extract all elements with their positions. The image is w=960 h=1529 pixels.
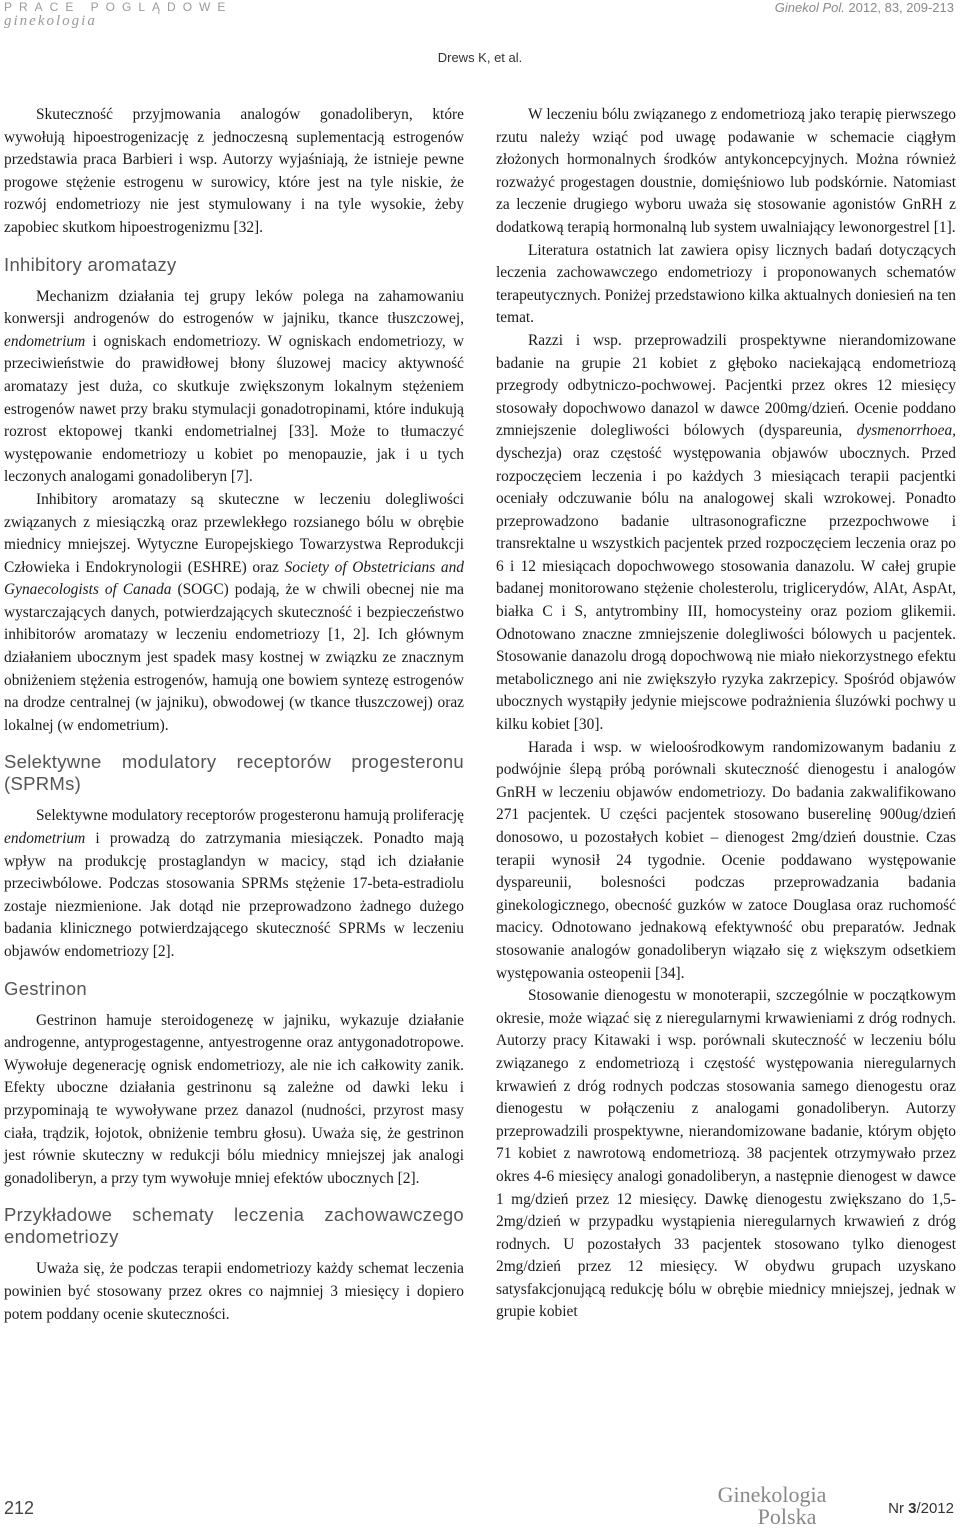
- paragraph: Selektywne modulatory receptorów progesteronu hamują proliferację endometrium i prowadzą do zatrzymania miesiączek. Ponadto mają wpływ na produkcję prostaglandyn w macicy, stąd ich działanie przeciwbólowe. Podczas stosowania SPRMs stężenie 17-beta-estradiolu zostaje niezmienione. Jak dotąd nie przeprowadzono żadnego dużego badania klinicznego potwierdzającego skuteczność SPRMs w leczeniu objawów endometriozy [2].: [4, 807, 464, 960]
- paragraph: Gestrinon hamuje steroidogenezę w jajniku, wykazuje działanie androgenne, antyprogestagenne, antyestrogenne oraz antygonadotropowe. Wywołuje degenerację ognisk endometriozy, ale nie ich całkowity zanik. Efekty uboczne działania gestrinonu są zależne od dawki leku i przypominają te wywoływane przez danazol (nudności, przyrost masy ciała, trądzik, łojotok, obniżenie tembru głosu). Uważa się, że gestrinon jest równie skuteczny w redukcji bólu miednicy mniejszej jak analogi gonadoliberyn, a przy tym wywołuje mniej efektów ubocznych [2].: [4, 1011, 464, 1187]
- left-column: [4, 104, 464, 1326]
- paragraph: W leczeniu bólu związanego z endometriozą jako terapię pierwszego rzutu należy wziąć pod uwagę podawanie w schemacie ciągłym złożonych hormonalnych środków antykoncepcyjnych. Można również rozważyć progestagen doustnie, domięśniowo lub podskórnie. Natomiast za leczenie drugiego wyboru uważa się stosowanie agonistów GnRH z dodatkową terapią hormonalną lub system uwalniający lewonorgestrel [1].: [496, 106, 956, 236]
- section-label: PRACE POGLĄDOWE: [4, 0, 233, 14]
- paragraph: Razzi i wsp. przeprowadzili prospektywne nierandomizowane badanie na grupie 21 kobiet z głęboko naciekającą endometriozą przegrody odbytniczo-pochwowej. Pacjentki przez okres 12 miesięcy stosowały dopochwowo danazol w dawce 200mg/dzień. Ocenie poddano zmniejszenie dolegliwości bólowych (dyspareunia, dysmenorrhoea, dyschezja) oraz częstość występowania objawów ubocznych. Przed rozpoczęciem leczenia i po każdych 3 miesiącach terapii pacjentki oceniały odczuwanie bólu na analogowej skali wzrokowej. Ponadto przeprowadzono badanie ultrasonograficzne przezpochwowe i transrektalne u wszystkich pacjentek przed rozpoczęciem leczenia oraz po 6 i 12 miesiącach dopochwowego stosowania danazolu. W całej grupie badanej monitorowano stężenie cholesterolu, triglicerydów, AlAt, AspAt, białka C i S, antytrombiny III, homocysteiny oraz poziom glikemii. Odnotowano znaczne zmniejszenie dolegliwości bólowych u pacjentek. Stosowanie danazolu drogą dopochwową nie miało niekorzystnego efektu metabolicznego ani nie zwiększyło ryzyka zakrzepicy. Spośród objawów ubocznych wystąpiły jedynie miejscowe podrażnienia śluzówki pochwy u kilku kobiet [30].: [496, 331, 956, 734]
- journal-logo: [712, 1484, 832, 1528]
- section-heading-gestrinon: Gestrinon: [4, 977, 87, 999]
- logo-line2: Polska: [757, 1504, 817, 1529]
- page-number: 212: [4, 1498, 35, 1518]
- paragraph: Skuteczność przyjmowania analogów gonadoliberyn, które wywołują hipoestrogenizację z jednoczesną suplementacją estrogenów przedstawia praca Barbieri i wsp. Autorzy wyjaśniają, że istnieje pewne progowe stężenie estrogenu w surowicy, które jest na tyle niskie, że rozwój endometriozy nie jest stymulowany i na tyle wysokie, żeby zapobiec skutkom hipoestrogenizmu [32].: [4, 106, 464, 236]
- issue-number: Nr 3/2012: [888, 1500, 954, 1517]
- paragraph: Mechanizm działania tej grupy leków polega na zahamowaniu konwersji androgenów do estrogenów w jajniku, tkance tłuszczowej, endometrium i ogniskach endometriozy. W ogniskach endometriozy, w przeciwieństwie do prawidłowej błony śluzowej macicy aktywność aromatazy jest duża, co skutkuje zwiększonym lokalnym stężeniem estrogenów nawet przy braku stymulacji gonadotropinami, które indukują rozrost ektopowej tkanki endometrialnej [33]. Może to tłumaczyć występowanie endometriozy u kobiet po menopauzie, jak i u tych leczonych analogami gonadoliberyn [7].: [4, 287, 464, 486]
- citation-volume: 2012, 83, 209-213: [844, 0, 954, 15]
- paragraph: Harada i wsp. w wieloośrodkowym randomizowanym badaniu z podwójnie ślepą próbą porównali skuteczność dienogestu i analogów GnRH w leczeniu objawów endometriozy. Do badania zakwalifikowano 271 pacjentek. U części pacjentek stosowano buserelinę 900ug/dzień donosowo, u pozostałych kobiet – dienogest 2mg/dzień doustnie. Czas terapii wynosił 24 tygodnie. Ocenie poddawano występowanie dyspareunii, bolesności podczas przeprowadzania badania ginekologicznego, obecność guzków w zatoce Douglasa oraz ruchomość macicy. Odnotowano jednakową efektywność obu preparatów. Jednak stosowanie analogów gonadoliberyn wiązało się z większym odsetkiem występowania osteopenii [34].: [496, 738, 956, 982]
- section-heading-aromatase: Inhibitory aromatazy: [4, 253, 177, 275]
- right-column: [496, 104, 956, 1324]
- paragraph: Stosowanie dienogestu w monoterapii, szczególnie w początkowym okresie, może wiązać się z nieregularnymi krwawieniami z dróg rodnych. Autorzy pracy Kitawaki i wsp. porównali skuteczność w leczeniu bólu związanego z endometriozą i częstość występowania nieregularnych krwawień z dróg rodnych podczas stosowania samego dienogestu oraz dienogestu w połączeniu z analogami gonadoliberyn. Autorzy przeprowadzili prospektywne, nierandomizowane badanie, którym objęto 71 kobiet z nawrotową endometriozą. 38 pacjentek otrzymywało przez okres 4-6 miesięcy analogi gonadoliberyn, a następnie dienogest w dawce 1 mg/dzień przez 12 miesięcy. Dawkę dienogestu zwiększano do 1,5-2mg/dzień w przypadku wystąpienia nieregularnych krwawień z dróg rodnych. U pozostałych 33 pacjentek stosowano tylko dienogest 2mg/dzień przez 12 miesięcy. W obydwu grupach uzyskano satysfakcjonującą redukcję bólu w obrębie miednicy mniejszej, jednak w grupie kobiet: [496, 987, 956, 1321]
- paragraph: Literatura ostatnich lat zawiera opisy licznych badań dotyczących leczenia zachowawczego endometriozy i proponowanych schematów terapeutycznych. Poniżej przedstawiono kilka aktualnych doniesień na ten temat.: [496, 241, 956, 327]
- paragraph: Uważa się, że podczas terapii endometriozy każdy schemat leczenia powinien być stosowany przez okres co najmniej 3 miesięcy i dopiero potem poddany ocenie skuteczności.: [4, 1260, 464, 1323]
- section-heading-sprm: Selektywne modulatory receptorów progesteronu (SPRMs): [4, 751, 464, 795]
- section-heading-schemes: Przykładowe schematy leczenia zachowawczego endometriozy: [4, 1204, 464, 1248]
- citation: [775, 0, 954, 15]
- journal-name: ginekologia: [4, 13, 97, 29]
- logo-line1: Ginekologia: [717, 1482, 827, 1507]
- running-authors: Drews K, et al.: [437, 50, 523, 65]
- citation-journal: Ginekol Pol.: [774, 0, 845, 15]
- paragraph: Inhibitory aromatazy są skuteczne w leczeniu dolegliwości związanych z miesiączką oraz przewlekłego rozsianego bólu w obrębie miednicy mniejszej. Wytyczne Europejskiego Towarzystwa Reprodukcji Człowieka i Endokrynologii (ESHRE) oraz Society of Obstetricians and Gynaecologists of Canada (SOGC) podają, że w chwili obecnej nie ma wystarczających danych, potwierdzających skuteczność i bezpieczeństwo inhibitorów aromatazy w leczeniu endometriozy [1, 2]. Ich głównym działaniem ubocznym jest spadek masy kostnej w związku ze znacznym obniżeniem stężenia estrogenów, hamują one bowiem syntezę estrogenów na drodze centralnej (w jajniku), obwodowej (w tkance tłuszczowej) oraz lokalnej (w endometrium).: [4, 490, 464, 734]
